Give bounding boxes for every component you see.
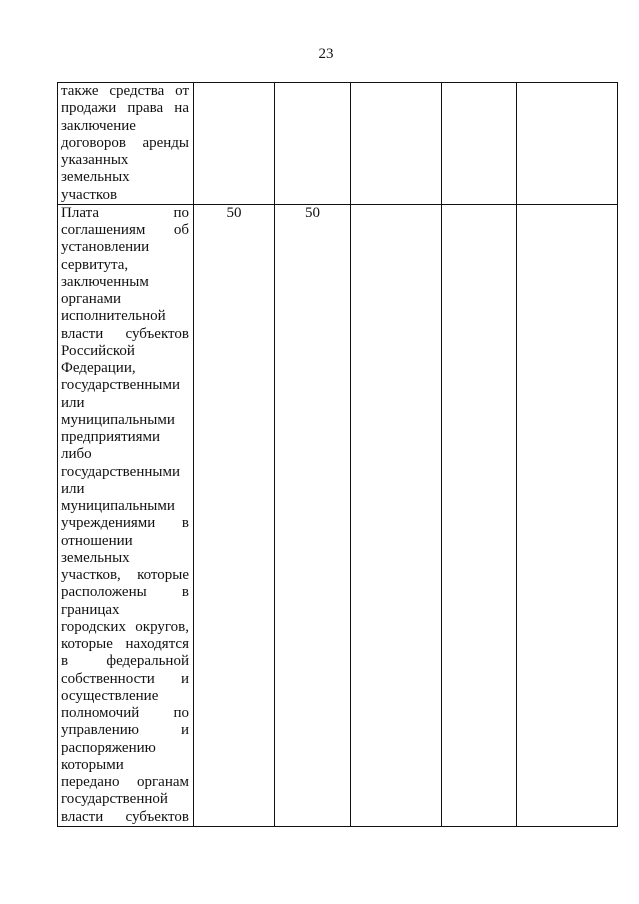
cell-text-line: Федерации,	[61, 360, 136, 376]
cell-text-line: которые находятся	[61, 636, 189, 652]
cell-text-line: либо	[61, 446, 92, 463]
cell-text-line: власти субъектов	[61, 808, 189, 825]
cell-text-line: заключенным	[61, 273, 149, 290]
cell-value: 50	[226, 204, 242, 221]
table-cell	[194, 83, 275, 205]
cell-text-line: заключение	[61, 117, 136, 134]
cell-text-line: указанных	[61, 152, 129, 168]
cell-text-line: городских округов,	[61, 618, 189, 635]
cell-text-line: распоряжению	[61, 739, 156, 756]
cell-value: 50	[305, 204, 320, 221]
table-cell	[275, 83, 351, 205]
cell-text-line: управлению и	[61, 722, 189, 739]
cell-text-line: муниципальными	[61, 498, 175, 514]
table-cell	[351, 204, 442, 826]
table-row	[58, 83, 618, 205]
cell-text-line: собственности и	[61, 670, 189, 687]
cell-text-line: государственными	[61, 463, 180, 480]
cell-text-line: муниципальными	[61, 411, 175, 428]
cell-text-line: участков	[61, 186, 118, 203]
cell-text-line: отношении	[61, 532, 133, 549]
cell-text-line: в федеральной	[61, 653, 189, 670]
cell-text-line: земельных	[61, 549, 130, 566]
table-cell	[275, 204, 351, 826]
cell-text-line: учреждениями в	[61, 515, 189, 532]
table-cell	[442, 204, 517, 826]
cell-text-line: полномочий по	[61, 705, 189, 721]
data-table	[57, 82, 618, 827]
cell-text-line: передано органам	[61, 774, 189, 790]
table-cell-name	[58, 204, 194, 826]
cell-text-line: исполнительной	[61, 308, 166, 325]
cell-text-line: Плата по	[61, 204, 189, 221]
cell-text-line: Российской	[61, 342, 135, 359]
cell-text-line: продажи права на	[61, 100, 189, 117]
cell-text-line: границах	[61, 601, 120, 618]
cell-text-line: государственными	[61, 377, 180, 394]
table-cell	[517, 83, 618, 205]
cell-text-line: участков, которые	[61, 567, 189, 583]
cell-text-line: договоров аренды	[61, 134, 189, 151]
table-cell	[351, 83, 442, 205]
cell-text-line: государственной	[61, 791, 168, 808]
cell-text-line: предприятиями	[61, 429, 161, 445]
cell-text-line: осуществление	[61, 687, 159, 704]
cell-text-line: или	[61, 394, 85, 411]
table-cell	[194, 204, 275, 826]
cell-text-line: сервитута,	[61, 256, 129, 273]
cell-text	[61, 205, 189, 826]
cell-text-line: расположены в	[61, 584, 189, 601]
table-cell-name	[58, 83, 194, 205]
cell-text-line: органами	[61, 291, 122, 307]
table-row	[58, 204, 618, 826]
cell-text-line: земельных	[61, 169, 130, 186]
page-number: 23	[318, 46, 334, 62]
cell-text-line: соглашениям об	[61, 222, 189, 238]
cell-text-line: также средства от	[61, 83, 189, 99]
cell-text-line: власти субъектов	[61, 325, 189, 342]
cell-text-line: установлении	[61, 239, 150, 256]
cell-text-line: которыми	[61, 756, 124, 773]
cell-text-line: или	[61, 480, 85, 497]
table-cell	[517, 204, 618, 826]
table-cell	[442, 83, 517, 205]
cell-text	[61, 83, 189, 204]
